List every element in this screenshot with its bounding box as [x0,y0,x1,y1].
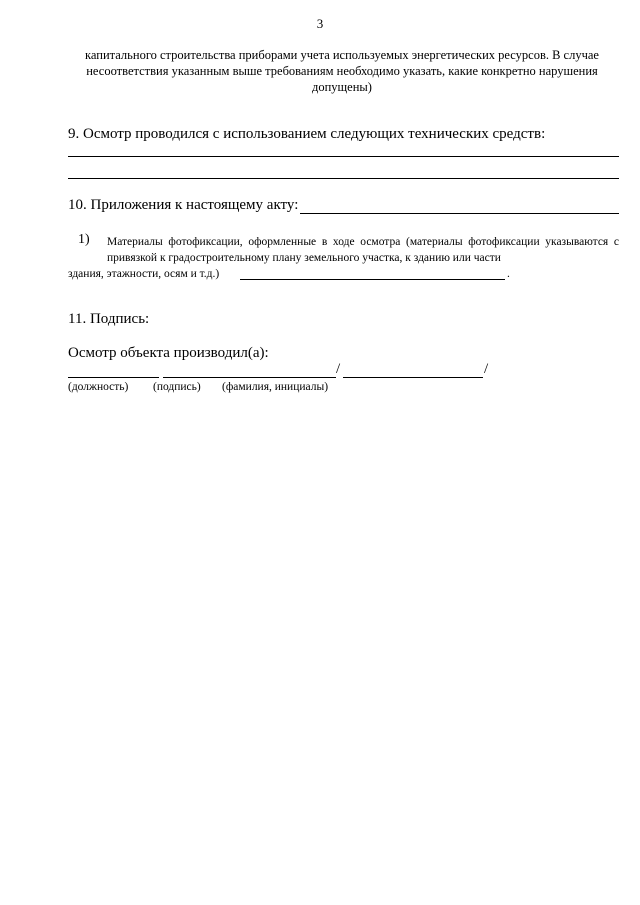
name-field[interactable] [343,377,483,378]
section-10-title: 10. Приложения к настоящему акту: [68,197,299,213]
attachment-item-text: Материалы фотофиксации, оформленные в ходе осмотра (материалы фотофиксации указываются с привязкой к градостроительному плану земельного участка, к зданию или части [107,236,619,264]
intro-paragraph: капитального строительства приборами учета используемых энергетических ресурсов. В случае несоответствия указанным выше требованиям необходимо указать, какие конкретно нарушения допущены) [85,48,599,94]
position-field[interactable] [68,377,159,378]
separator-slash-2: / [484,361,489,377]
attachment-item-number: 1) [78,232,90,247]
signature-field[interactable] [163,377,336,378]
attachment-item-text-end: здания, этажности, осям и т.д.) [68,268,220,280]
section-11-title: 11. Подпись: [68,311,150,327]
fill-line-9-2[interactable] [68,178,619,179]
page-number: 3 [316,16,324,31]
separator-slash-1: / [336,361,341,377]
fill-line-10[interactable] [300,213,619,214]
fill-line-9-1[interactable] [68,156,619,157]
attachment-fill-line[interactable] [240,279,505,280]
caption-signature: (подпись) [153,381,201,393]
attachment-period: . [507,268,510,280]
inspector-label: Осмотр объекта производил(а): [68,345,269,361]
caption-position: (должность) [68,381,129,393]
section-9-title: 9. Осмотр проводился с использованием следующих технических средств: [68,126,546,142]
caption-name: (фамилия, инициалы) [222,381,329,393]
